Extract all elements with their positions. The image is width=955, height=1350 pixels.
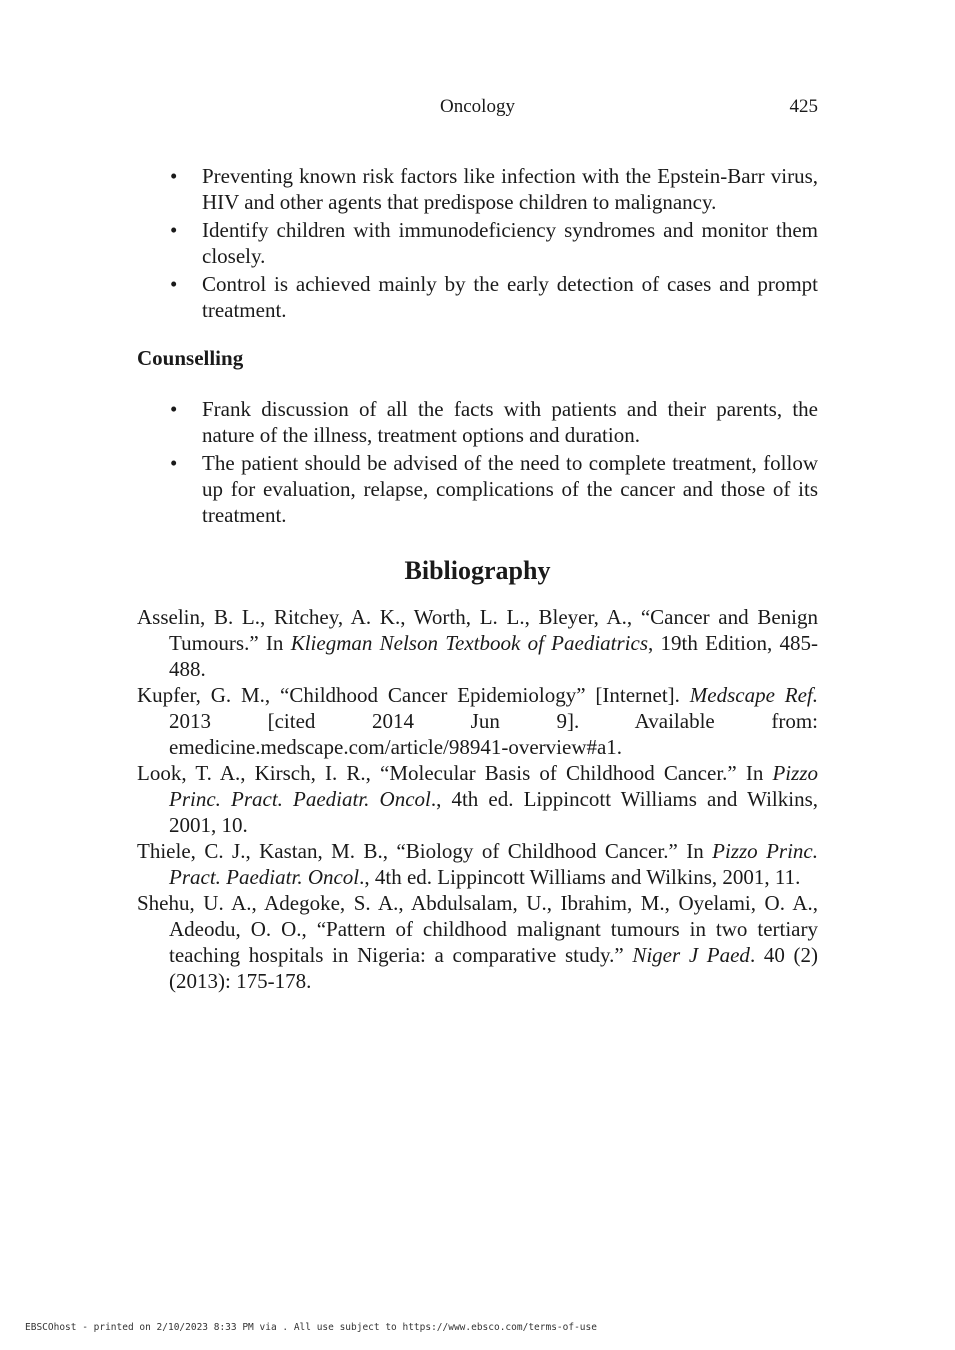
list-item [137,163,818,215]
reference-source: Pizzo Princ. Pract. Paediatr. Oncol [169,839,819,889]
list-item [137,271,818,323]
reference-source: Pizzo Princ. Pract. Paediatr. Oncol [169,761,818,811]
reference-item [137,604,818,682]
list-item-text: Identify children with immunodeficiency syndromes and monitor them closely. [202,218,818,268]
bullet-icon: • [170,272,178,296]
reference-item [137,682,818,760]
bibliography-heading: Bibliography [404,556,551,585]
page-number: 425 [789,96,818,117]
counselling-list [137,396,818,528]
reference-text: ., 4th ed. Lippincott Williams and Wilkins, 2001, 11. [359,865,801,889]
list-item-text: Preventing known risk factors like infection with the Epstein-Barr virus, HIV and other agents that predispose children to malignancy. [202,164,818,214]
bullet-icon: • [170,397,178,421]
list-item [137,217,818,269]
reference-list [137,604,818,994]
reference-item [137,890,818,994]
reference-text: Thiele, C. J., Kastan, M. B., “Biology of Childhood Cancer.” In [137,839,713,863]
reference-source: Niger J Paed [632,943,750,967]
reference-text: . 40 (2) (2013): 175-178. [169,943,818,993]
reference-text: Asselin, B. L., Ritchey, A. K., Worth, L. L., Bleyer, A., “Cancer and Benign Tumours.” In [137,605,818,655]
reference-text: Shehu, U. A., Adegoke, S. A., Abdulsalam, U., Ibrahim, M., Oyelami, O. A., Adeodu, O. O., “Pattern of childhood malignant tumours in two tertiary teaching hospitals in Nigeria: a comparative study.” [137,891,818,967]
counselling-heading: Counselling [137,346,244,370]
page-content [137,163,818,994]
reference-text: Kupfer, G. M., “Childhood Cancer Epidemiology” [Internet]. [137,683,690,707]
reference-source: Medscape Ref. [689,683,818,707]
list-item-text: Frank discussion of all the facts with patients and their parents, the nature of the illness, treatment options and duration. [202,397,818,447]
list-item [137,450,818,528]
print-footer: EBSCOhost - printed on 2/10/2023 8:33 PM via . All use subject to https://www.ebsco.com/terms-of-use [25,1322,597,1333]
list-item-text: The patient should be advised of the need to complete treatment, follow up for evaluation, relapse, complications of the cancer and those of its treatment. [202,451,818,527]
reference-text: , 19th Edition, 485-488. [169,631,818,681]
bullet-icon: • [170,164,178,188]
bullet-icon: • [170,451,178,475]
reference-text: 2013 [cited 2014 Jun 9]. Available from: emedicine.medscape.com/article/98941-overview#a1. [169,709,818,759]
reference-source: Kliegman Nelson Textbook of Paediatrics [290,631,648,655]
running-title: Oncology [440,96,515,117]
reference-text: ., 4th ed. Lippincott Williams and Wilkins, 2001, 10. [169,787,818,837]
reference-text: Look, T. A., Kirsch, I. R., “Molecular Basis of Childhood Cancer.” In [137,761,773,785]
page-header [137,96,818,120]
list-item-text: Control is achieved mainly by the early detection of cases and prompt treatment. [202,272,818,322]
list-item [137,396,818,448]
reference-item [137,760,818,838]
prevention-list [137,163,818,323]
bullet-icon: • [170,218,178,242]
reference-item [137,838,818,890]
